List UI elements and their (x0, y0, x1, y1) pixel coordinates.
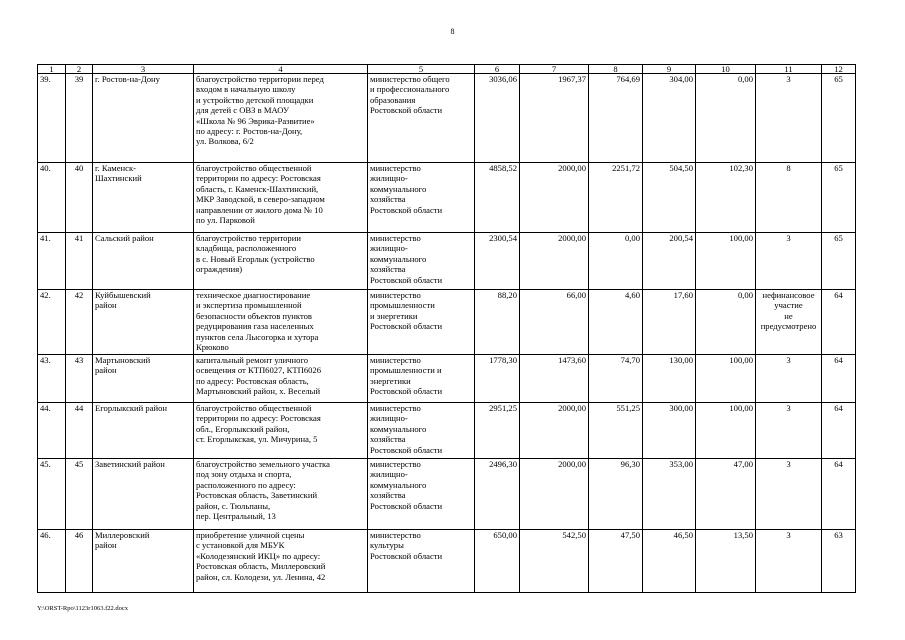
value-cell: 46,50 (643, 530, 696, 593)
ministry-cell (368, 459, 475, 530)
description-cell (194, 355, 368, 403)
cell-line: жилищно- (370, 469, 408, 480)
cell-line: хозяйства (370, 194, 406, 205)
cell-line: министерство (370, 403, 421, 413)
value-cell: 4,60 (589, 290, 643, 355)
row-index: 42. (38, 290, 66, 355)
cell-line: благоустройство общественной (196, 163, 312, 173)
cell-line: Егорлыкский район (95, 403, 168, 413)
cell-line: и устройство детской площадки (196, 94, 314, 105)
value-cell: 13,50 (696, 530, 756, 593)
cell-line: Мартыновский район, х. Веселый (196, 386, 321, 397)
value-cell: 1473,60 (520, 355, 589, 403)
cell-line: жилищно- (370, 413, 408, 424)
cell-line: входом в начальную школу (196, 84, 296, 95)
col-header: 9 (643, 65, 696, 74)
cell-line: под зону отдыха и спорта, (196, 469, 292, 480)
participation-cell (756, 163, 822, 233)
cell-line: пунктов села Лысогорка и хутора (196, 331, 319, 342)
municipality-cell (93, 355, 194, 403)
cell-line: направлении от жилого дома № 10 (196, 204, 323, 215)
value-cell: 2000,00 (520, 233, 589, 290)
cell-line: район (95, 365, 117, 376)
cell-line: промышленности (370, 300, 435, 311)
cell-line: 3 (786, 530, 791, 540)
row-number: 44 (66, 403, 93, 459)
table-row (38, 290, 856, 355)
cell-line: Ростовской области (370, 386, 443, 397)
cell-line: 3 (786, 403, 791, 413)
cell-line: промышленности и (370, 365, 442, 376)
cell-line: по адресу: г. Ростов-на-Дону, (196, 126, 303, 137)
row-number: 46 (66, 530, 93, 593)
municipality-cell (93, 74, 194, 163)
score-cell: 63 (822, 530, 856, 593)
cell-line: капитальный ремонт уличного (196, 355, 309, 365)
col-header: 4 (194, 65, 368, 74)
score-cell: 65 (822, 74, 856, 163)
value-cell: 74,70 (589, 355, 643, 403)
cell-line: Сальский район (95, 233, 154, 243)
row-number: 45 (66, 459, 93, 530)
cell-line: приобретение уличной сцены (196, 530, 305, 540)
cell-line: обл., Егорлыкский район, (196, 423, 290, 434)
score-cell: 64 (822, 459, 856, 530)
cell-line: по адресу: Ростовская область, (196, 375, 309, 386)
participation-cell (756, 74, 822, 163)
municipality-cell (93, 163, 194, 233)
value-cell: 47,50 (589, 530, 643, 593)
cell-line: 3 (786, 233, 791, 243)
cell-line: ул. Волкова, 6/2 (196, 136, 254, 147)
municipality-cell (93, 290, 194, 355)
cell-line: Ростовской области (370, 500, 443, 511)
value-cell: 304,00 (643, 74, 696, 163)
participation-cell (756, 233, 822, 290)
value-cell: 551,25 (589, 403, 643, 459)
col-header: 1 (38, 65, 66, 74)
description-cell (194, 403, 368, 459)
cell-line: с установкой для МБУК (196, 540, 285, 551)
cell-line: министерство (370, 459, 421, 469)
table-row (38, 459, 856, 530)
cell-line: «Школа № 96 Эврика-Развитие» (196, 115, 315, 126)
cell-line: 8 (786, 163, 791, 173)
cell-line: предусмотрено (760, 321, 817, 332)
header-row (38, 65, 856, 74)
cell-line: Ростовская область, Миллеровский (196, 561, 326, 572)
value-cell: 96,30 (589, 459, 643, 530)
description-cell (194, 163, 368, 233)
cell-line: район, с. Тюльпаны, (196, 500, 271, 511)
row-index: 40. (38, 163, 66, 233)
value-cell: 0,00 (589, 233, 643, 290)
row-index: 39. (38, 74, 66, 163)
score-cell: 65 (822, 163, 856, 233)
cell-line: благоустройство территории перед (196, 74, 324, 84)
cell-line: кладбища, расположенного (196, 243, 297, 254)
cell-line: ограждения) (196, 264, 243, 275)
description-cell (194, 459, 368, 530)
ministry-cell (368, 74, 475, 163)
col-header: 11 (756, 65, 822, 74)
value-cell: 4858,52 (475, 163, 520, 233)
value-cell: 102,30 (696, 163, 756, 233)
cell-line: министерство (370, 233, 421, 243)
row-index: 45. (38, 459, 66, 530)
col-header: 7 (520, 65, 589, 74)
cell-line: Ростовская область, Заветинский (196, 490, 318, 501)
cell-line: 3 (786, 459, 791, 469)
description-cell (194, 290, 368, 355)
cell-line: Миллеровский (95, 530, 150, 540)
participation-cell (756, 355, 822, 403)
cell-line: благоустройство общественной (196, 403, 312, 413)
value-cell: 542,50 (520, 530, 589, 593)
score-cell: 65 (822, 233, 856, 290)
cell-line: территории по адресу: Ростовская (196, 413, 321, 424)
cell-line: область, г. Каменск-Шахтинский, (196, 183, 319, 194)
cell-line: по ул. Парковой (196, 215, 255, 226)
cell-line: Ростовской области (370, 550, 443, 561)
file-path-footer: Y:\ORST-Rpo\1123r1063.f22.docx (37, 605, 129, 612)
municipality-cell (93, 530, 194, 593)
value-cell: 66,00 (520, 290, 589, 355)
cell-line: 3 (786, 74, 791, 84)
ministry-cell (368, 163, 475, 233)
cell-line: министерство общего (370, 74, 450, 84)
table-row (38, 163, 856, 233)
value-cell: 0,00 (696, 290, 756, 355)
row-number: 39 (66, 74, 93, 163)
value-cell: 2951,25 (475, 403, 520, 459)
score-cell: 64 (822, 403, 856, 459)
value-cell: 300,00 (643, 403, 696, 459)
cell-line: Ростовской области (370, 274, 443, 285)
row-index: 41. (38, 233, 66, 290)
value-cell: 2300,54 (475, 233, 520, 290)
cell-line: расположенного по адресу: (196, 479, 296, 490)
row-number: 40 (66, 163, 93, 233)
cell-line: министерство (370, 290, 421, 300)
cell-line: пер. Центральный, 13 (196, 511, 276, 522)
cell-line: коммунального (370, 253, 427, 264)
municipality-cell (93, 459, 194, 530)
value-cell: 1778,30 (475, 355, 520, 403)
cell-line: район, сл. Колодези, ул. Ленина, 42 (196, 571, 326, 582)
cell-line: и профессионального (370, 84, 450, 95)
page-number: 8 (450, 27, 455, 36)
score-cell: 64 (822, 355, 856, 403)
ministry-cell (368, 233, 475, 290)
col-header: 10 (696, 65, 756, 74)
cell-line: культуры (370, 540, 404, 551)
row-index: 44. (38, 403, 66, 459)
cell-line: Мартыновский (95, 355, 151, 365)
cell-line: энергетики (370, 375, 411, 386)
cell-line: жилищно- (370, 173, 408, 184)
cell-line: Крюково (196, 342, 229, 353)
cell-line: министерство (370, 530, 421, 540)
col-header: 2 (66, 65, 93, 74)
cell-line: и экспертиза промышленной (196, 300, 302, 311)
cell-line: министерство (370, 355, 421, 365)
cell-line: Куйбышевский (95, 290, 151, 300)
data-table (37, 64, 856, 593)
value-cell: 764,69 (589, 74, 643, 163)
row-number: 43 (66, 355, 93, 403)
cell-line: коммунального (370, 423, 427, 434)
cell-line: Ростовской области (370, 321, 443, 332)
value-cell: 17,60 (643, 290, 696, 355)
participation-cell (756, 530, 822, 593)
participation-cell (756, 459, 822, 530)
cell-line: 3 (786, 355, 791, 365)
value-cell: 2000,00 (520, 459, 589, 530)
cell-line: редуцирования газа населенных (196, 321, 314, 332)
value-cell: 100,00 (696, 355, 756, 403)
col-header: 3 (93, 65, 194, 74)
value-cell: 504,50 (643, 163, 696, 233)
row-number: 42 (66, 290, 93, 355)
value-cell: 88,20 (475, 290, 520, 355)
cell-line: Ростовской области (370, 444, 443, 455)
participation-cell (756, 403, 822, 459)
cell-line: участие (774, 300, 803, 311)
col-header: 6 (475, 65, 520, 74)
cell-line: территории по адресу: Ростовская (196, 173, 321, 184)
cell-line: МКР Заводской, в северо-западном (196, 194, 325, 205)
value-cell: 650,00 (475, 530, 520, 593)
value-cell: 47,00 (696, 459, 756, 530)
cell-line: Шахтинский (95, 173, 142, 184)
description-cell (194, 74, 368, 163)
cell-line: район (95, 300, 117, 311)
value-cell: 353,00 (643, 459, 696, 530)
table-row (38, 530, 856, 593)
table-row (38, 403, 856, 459)
value-cell: 130,00 (643, 355, 696, 403)
value-cell: 1967,37 (520, 74, 589, 163)
ministry-cell (368, 355, 475, 403)
cell-line: техническое диагностирование (196, 290, 311, 300)
cell-line: для детей с ОВЗ в МАОУ (196, 105, 290, 116)
score-cell: 64 (822, 290, 856, 355)
cell-line: Ростовской области (370, 105, 443, 116)
cell-line: жилищно- (370, 243, 408, 254)
cell-line: г. Каменск- (95, 163, 136, 173)
cell-line: образования (370, 94, 416, 105)
row-number: 41 (66, 233, 93, 290)
description-cell (194, 530, 368, 593)
value-cell: 0,00 (696, 74, 756, 163)
cell-line: и энергетики (370, 310, 418, 321)
row-index: 43. (38, 355, 66, 403)
cell-line: не (784, 310, 793, 321)
cell-line: коммунального (370, 183, 427, 194)
cell-line: хозяйства (370, 490, 406, 501)
cell-line: нефинансовое (762, 290, 815, 300)
value-cell: 2496,30 (475, 459, 520, 530)
description-cell (194, 233, 368, 290)
cell-line: хозяйства (370, 434, 406, 445)
cell-line: хозяйства (370, 264, 406, 275)
cell-line: коммунального (370, 479, 427, 490)
col-header: 5 (368, 65, 475, 74)
cell-line: в с. Новый Егорлык (устройство (196, 253, 315, 264)
table-row (38, 74, 856, 163)
municipality-cell (93, 403, 194, 459)
value-cell: 2000,00 (520, 403, 589, 459)
value-cell: 100,00 (696, 233, 756, 290)
cell-line: район (95, 540, 117, 551)
cell-line: освещения от КТП6027, КТП6026 (196, 365, 322, 376)
value-cell: 2251,72 (589, 163, 643, 233)
table-row (38, 355, 856, 403)
cell-line: «Колодезянский ИКЦ» по адресу: (196, 550, 321, 561)
cell-line: безопасности объектов пунктов (196, 310, 312, 321)
cell-line: благоустройство земельного участка (196, 459, 330, 469)
col-header: 8 (589, 65, 643, 74)
table-row (38, 233, 856, 290)
cell-line: благоустройство территории (196, 233, 301, 243)
municipality-cell (93, 233, 194, 290)
value-cell: 100,00 (696, 403, 756, 459)
participation-cell (756, 290, 822, 355)
cell-line: ст. Егорлыкская, ул. Мичурина, 5 (196, 434, 318, 445)
value-cell: 2000,00 (520, 163, 589, 233)
ministry-cell (368, 530, 475, 593)
value-cell: 3036,06 (475, 74, 520, 163)
value-cell: 200,54 (643, 233, 696, 290)
col-header: 12 (822, 65, 856, 74)
ministry-cell (368, 290, 475, 355)
row-index: 46. (38, 530, 66, 593)
ministry-cell (368, 403, 475, 459)
cell-line: Ростовской области (370, 204, 443, 215)
cell-line: Заветинский район (95, 459, 165, 469)
cell-line: министерство (370, 163, 421, 173)
cell-line: г. Ростов-на-Дону (95, 74, 160, 84)
